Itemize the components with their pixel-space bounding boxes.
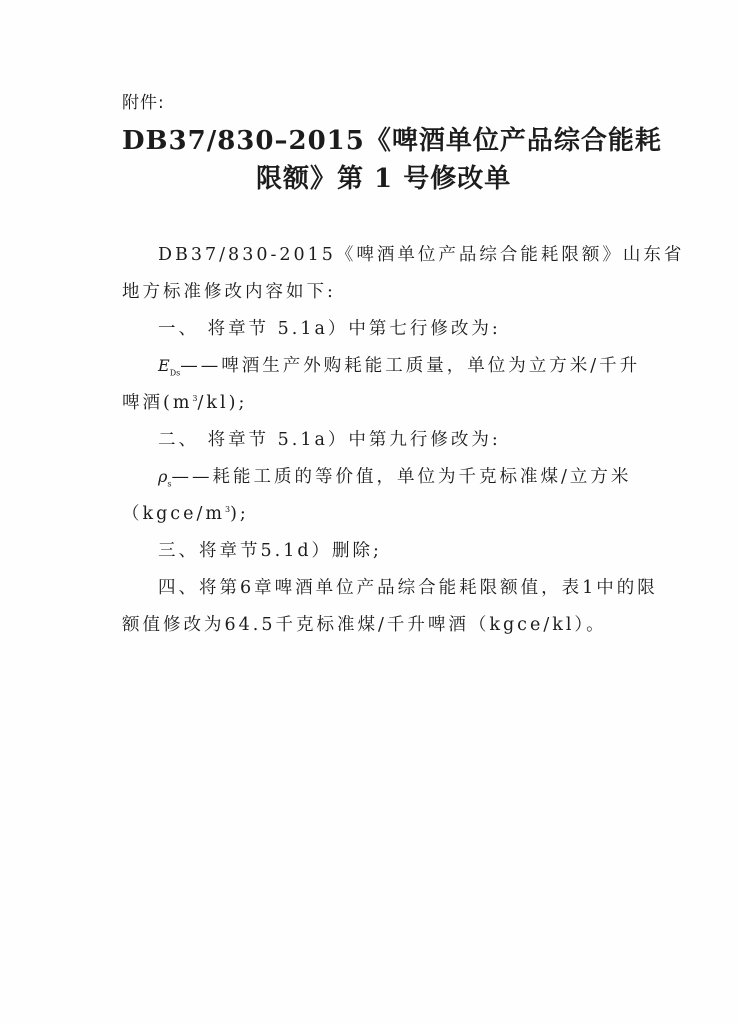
item1-unit-superscript: 3: [192, 394, 198, 404]
item2-definition-text: ——耗能工质的等价值，单位为千克标准煤/立方米: [171, 467, 632, 487]
item2-heading: 二、 将章节 5.1a）中第九行修改为:: [158, 430, 501, 450]
item1-unit-suffix: /kl);: [197, 393, 248, 413]
item1-heading: 一、 将章节 5.1a）中第七行修改为:: [158, 319, 501, 339]
document-title-line-1: DB37/830–2015《啤酒单位产品综合能耗: [122, 126, 662, 156]
item4-line-1: 四、将第6章啤酒单位产品综合能耗限额值，表1中的限: [158, 578, 658, 598]
item4-line-2: 额值修改为64.5千克标准煤/千升啤酒（kgce/kl）。: [122, 615, 607, 635]
item2-unit-suffix: );: [230, 504, 249, 524]
intro-line-2: 地方标准修改内容如下:: [122, 282, 336, 302]
item2-unit-superscript: 3: [224, 505, 231, 515]
intro-line-1: DB37/830-2015《啤酒单位产品综合能耗限额》山东省: [158, 245, 685, 265]
item1-unit-prefix: 啤酒(m: [122, 393, 193, 413]
item2-symbol-subscript: s: [167, 479, 172, 489]
item1-definition-line-1: [158, 352, 640, 378]
item1-definition-text: ——啤酒生产外购耗能工质量，单位为立方米/千升: [180, 356, 641, 376]
item2-definition-line-2: [122, 500, 249, 525]
item1-symbol-subscript: Ds: [169, 368, 181, 378]
item1-symbol: E: [158, 356, 170, 375]
item3-heading: 三、将章节5.1d）删除;: [158, 541, 382, 561]
item2-unit-prefix: （kgce/m: [122, 504, 225, 524]
item2-symbol: ρ: [158, 467, 168, 486]
item1-definition-line-2: [122, 389, 247, 414]
document-title-line-2: 限额》第 1 号修改单: [256, 164, 512, 194]
item2-definition-line-1: [158, 463, 631, 489]
attachment-label: 附件:: [122, 93, 165, 113]
